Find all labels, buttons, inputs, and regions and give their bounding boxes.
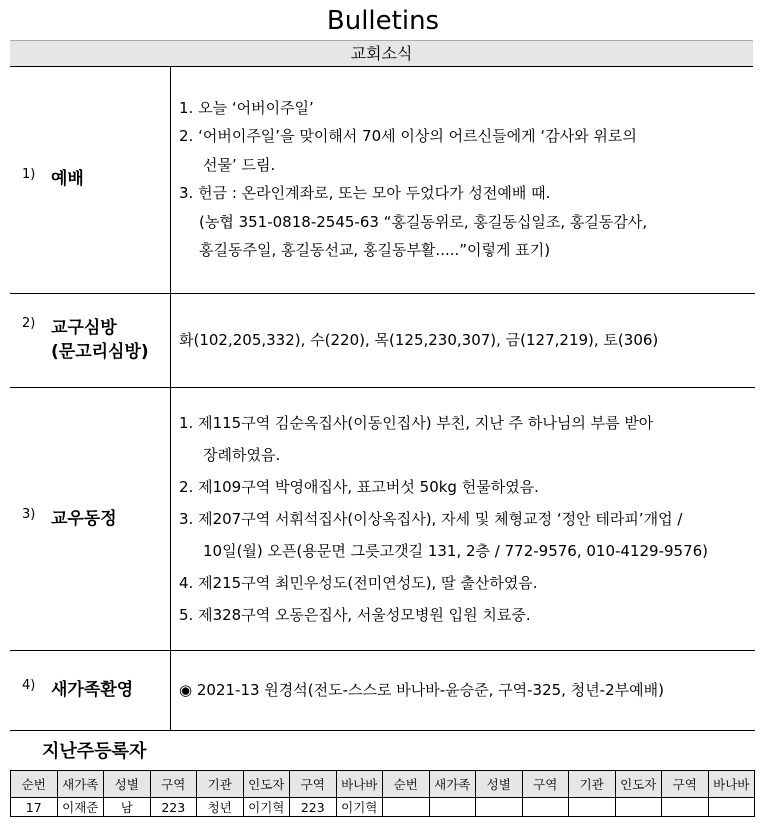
line: ◉ 2021-13 원경석(전도-스스로 바나바-윤승준, 구역-325, 청년-2부예배) xyxy=(179,680,664,699)
line: 장례하였음. xyxy=(203,445,281,464)
line: 홍길동주일, 홍길동선교, 홍길동부활.....”이렇게 표기) xyxy=(199,241,551,260)
section-banner: 교회소식 xyxy=(10,40,753,67)
section-worship xyxy=(10,66,755,293)
registry-cell: 남 xyxy=(104,798,151,817)
section-number: 3) xyxy=(22,506,36,522)
registry-header-cell: 순번 xyxy=(383,771,430,798)
registry-cell: 이기혁 xyxy=(243,798,290,817)
registry-header-cell: 구역 xyxy=(150,771,197,798)
registry-cell: 17 xyxy=(11,798,58,817)
registry-header-row xyxy=(11,771,755,798)
registry-header-cell: 기관 xyxy=(569,771,616,798)
section-number: 2) xyxy=(22,316,36,331)
line: 2. 제109구역 박영애집사, 표고버섯 50kg 헌물하였음. xyxy=(179,477,539,496)
line: (농협 351-0818-2545-63 “홍길동위로, 홍길동십일조, 홍길동감사, xyxy=(199,212,648,231)
registry-table xyxy=(10,770,755,817)
page-title: Bulletins xyxy=(326,6,440,36)
registry-cell xyxy=(476,798,523,817)
section-visitation xyxy=(10,293,755,387)
line: 3. 헌금 : 온라인계좌로, 또는 모아 두었다가 성전예배 때. xyxy=(179,184,551,203)
line: 1. 제115구역 김순옥집사(이동인집사) 부친, 지난 주 하나님의 부름 받아 xyxy=(179,413,654,432)
registry-cell xyxy=(429,798,476,817)
registry-data-row xyxy=(11,798,755,817)
section-label: 예배 xyxy=(51,169,84,190)
registry-header-cell: 바나바 xyxy=(708,771,755,798)
line: 화(102,205,332), 수(220), 목(125,230,307), 금(127,219), 토(306) xyxy=(179,330,659,349)
registry-header-cell: 성별 xyxy=(104,771,151,798)
registry-header-cell: 새가족 xyxy=(57,771,104,798)
line: 4. 제215구역 최민우성도(전미연성도), 딸 출산하였음. xyxy=(179,573,538,592)
section-number: 4) xyxy=(22,678,36,693)
section-label-sub: (문고리심방) xyxy=(51,342,149,362)
registry-header-cell: 구역 xyxy=(522,771,569,798)
registry-header-cell: 바나바 xyxy=(336,771,383,798)
registry-header-cell: 인도자 xyxy=(615,771,662,798)
registry-cell xyxy=(383,798,430,817)
registry-header-cell: 구역 xyxy=(290,771,337,798)
line: 10일(월) 오픈(용문면 그릇고갯길 131, 2층 / 772-9576, 010-4129-9576) xyxy=(203,541,709,560)
registry-cell: 223 xyxy=(290,798,337,817)
registry-title: 지난주등록자 xyxy=(42,741,147,762)
registry-cell xyxy=(615,798,662,817)
line: 선물’ 드림. xyxy=(203,155,276,174)
registry-cell xyxy=(522,798,569,817)
registry-header-cell: 새가족 xyxy=(429,771,476,798)
registry-cell: 청년 xyxy=(197,798,244,817)
registry-cell xyxy=(708,798,755,817)
registry-cell: 223 xyxy=(150,798,197,817)
registry-cell: 이기혁 xyxy=(336,798,383,817)
section-label: 교구심방 xyxy=(51,318,117,338)
registry-cell xyxy=(662,798,709,817)
registry-cell xyxy=(569,798,616,817)
section-label: 새가족환영 xyxy=(51,680,134,700)
registry-header-cell: 인도자 xyxy=(243,771,290,798)
section-label: 교우동정 xyxy=(51,508,117,529)
line: 1. 오늘 ‘어버이주일’ xyxy=(179,98,314,117)
section-newcomers xyxy=(10,650,755,730)
registry-header-cell: 구역 xyxy=(662,771,709,798)
section-number: 1) xyxy=(22,167,36,183)
line: 2. ‘어버이주일’을 맞이해서 70세 이상의 어르신들에게 ‘감사와 위로의 xyxy=(179,127,637,146)
registry-cell: 이재준 xyxy=(57,798,104,817)
line: 3. 제207구역 서휘석집사(이상옥집사), 자세 및 체형교정 ‘정안 테라피’개업 / xyxy=(179,509,683,528)
registry-header-cell: 순번 xyxy=(11,771,58,798)
bulletin-table xyxy=(10,66,755,731)
section-news xyxy=(10,387,755,650)
registry-header-cell: 성별 xyxy=(476,771,523,798)
registry-header-cell: 기관 xyxy=(197,771,244,798)
line: 5. 제328구역 오동은집사, 서울성모병원 입원 치료중. xyxy=(179,605,531,624)
